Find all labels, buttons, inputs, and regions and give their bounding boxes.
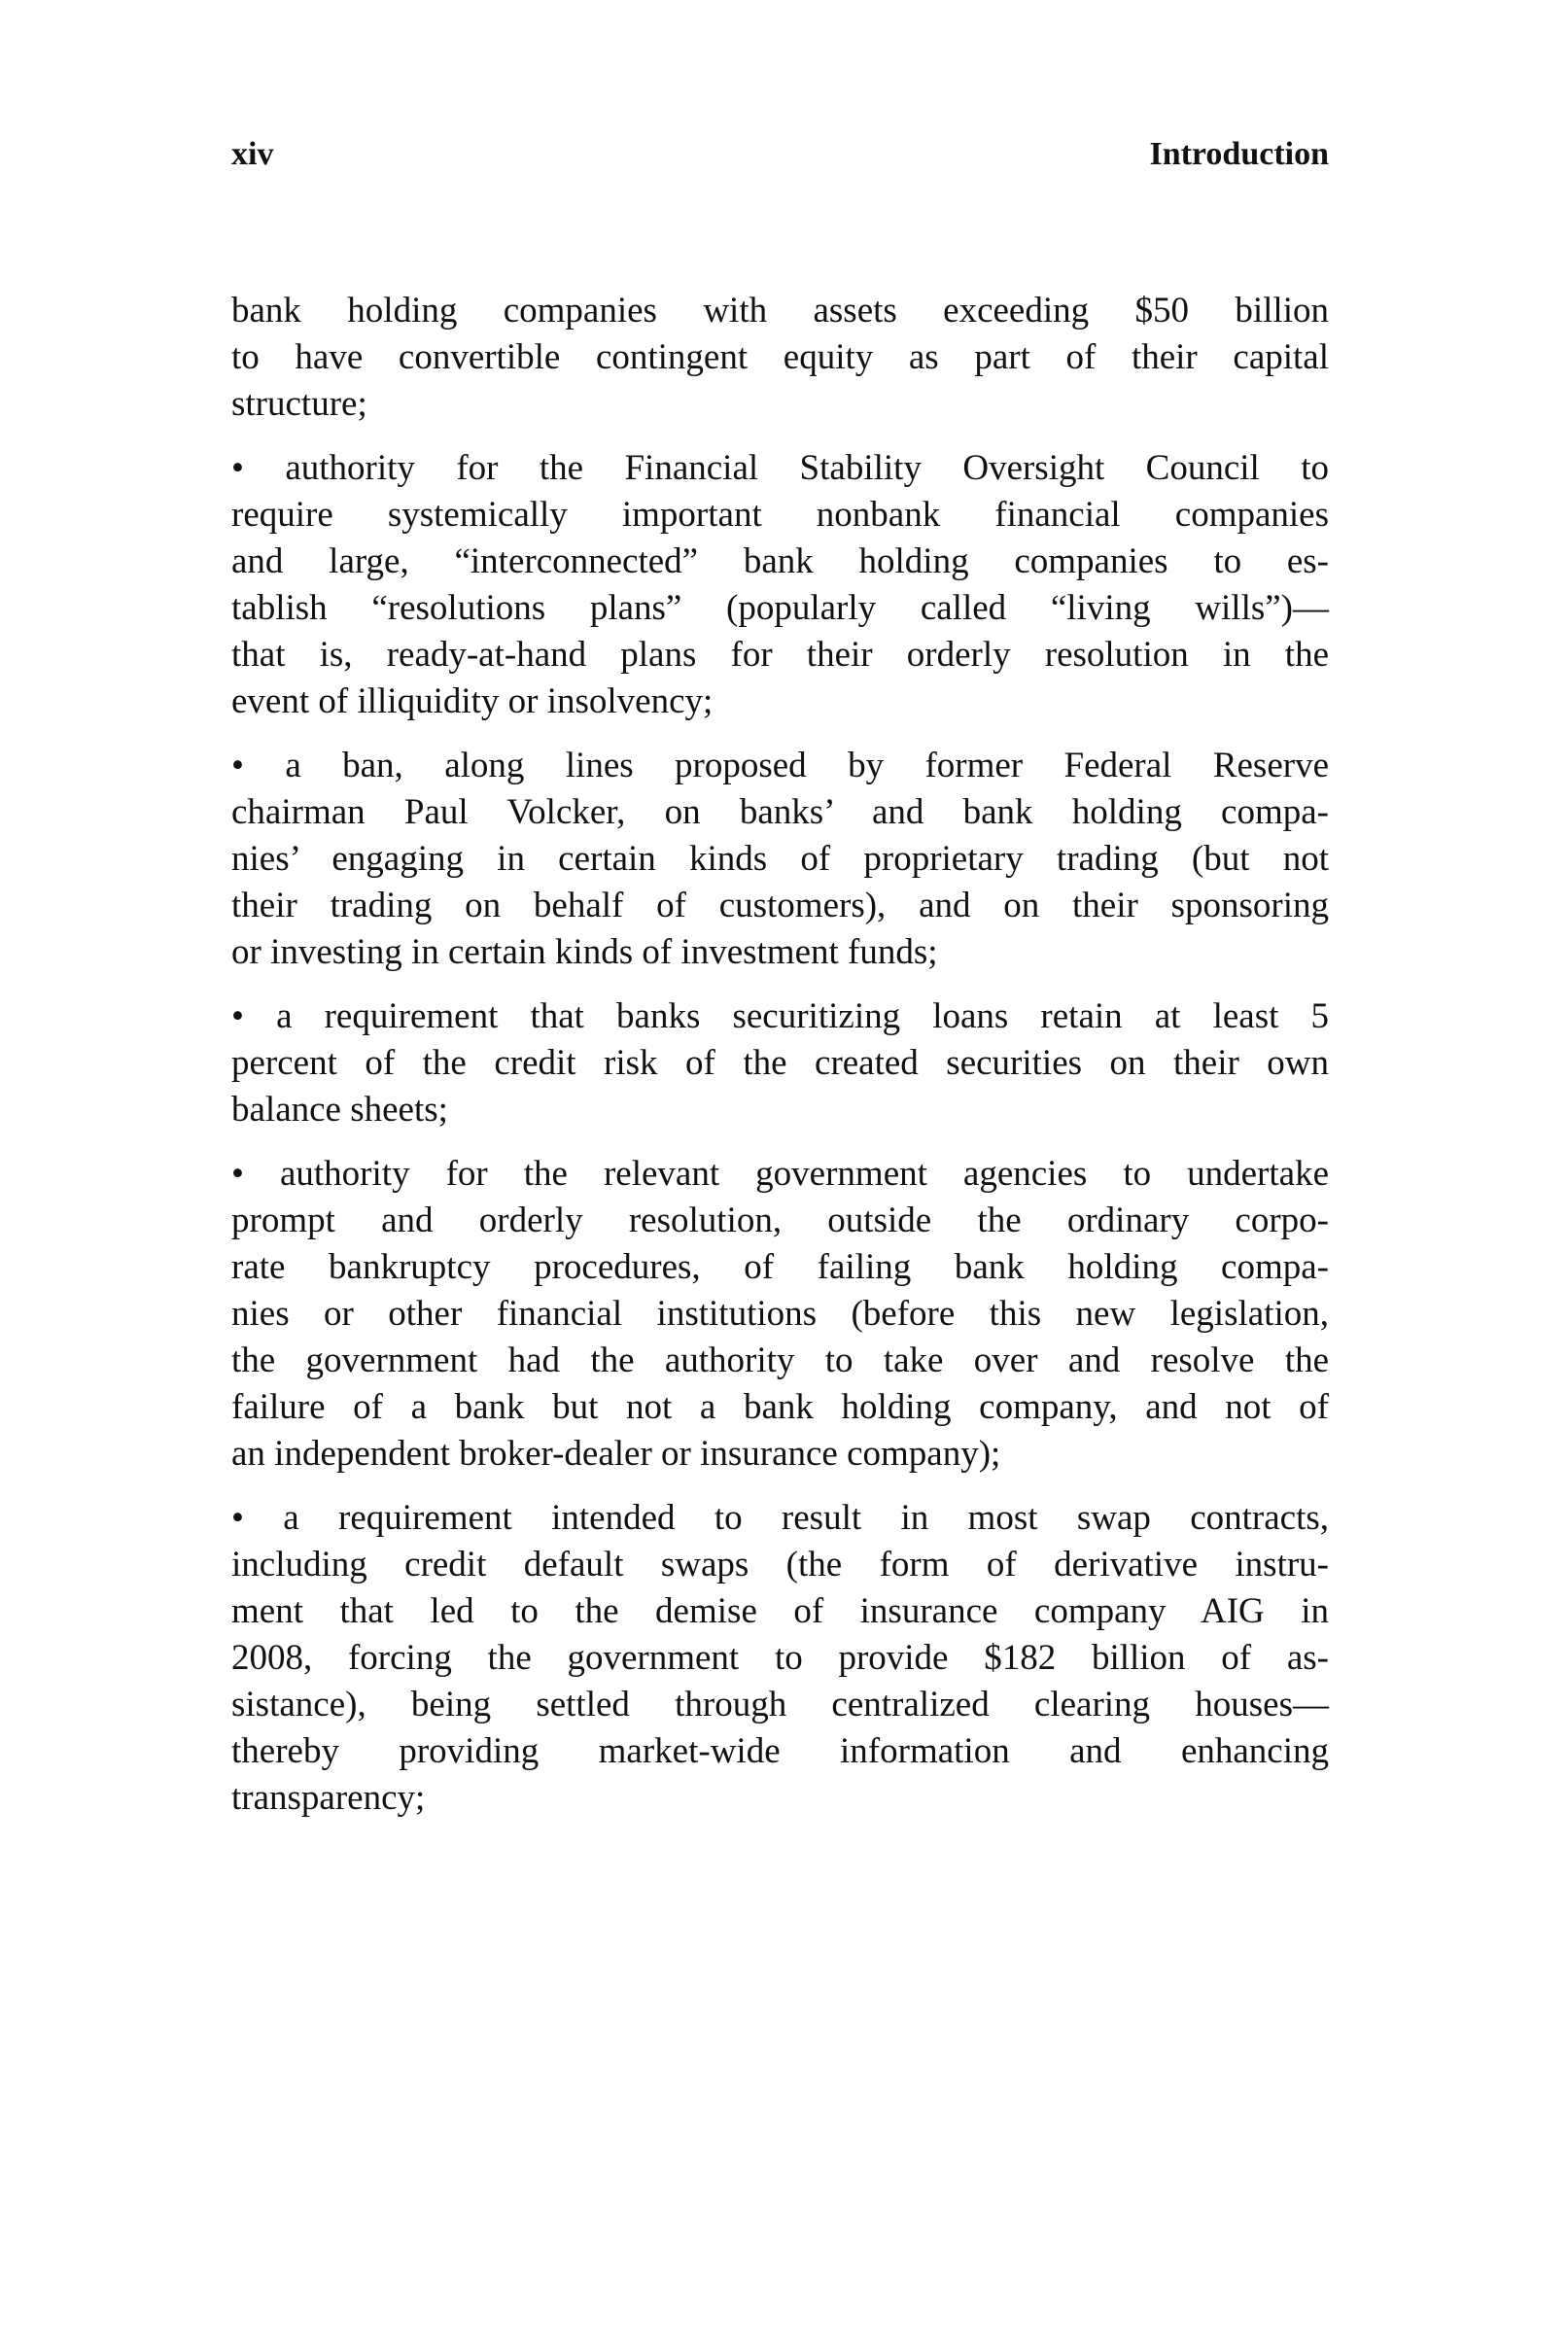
text-line: percent of the credit risk of the created securities on their own <box>231 1043 1329 1083</box>
text-line: tablish “resolutions plans” (popularly called “living wills”)— <box>231 588 1329 628</box>
text-line: ment that led to the demise of insurance company AIG in <box>231 1591 1329 1631</box>
text-line: transparency; <box>231 1778 426 1818</box>
text-line: balance sheets; <box>231 1090 448 1130</box>
text-line: nies’ engaging in certain kinds of proprietary trading (but not <box>231 839 1329 879</box>
text-line: their trading on behalf of customers), and on their sponsoring <box>231 886 1329 925</box>
text-line: failure of a bank but not a bank holding company, and not of <box>231 1387 1329 1427</box>
bullet-item <box>231 743 1329 976</box>
text-line: an independent broker-dealer or insurance company); <box>231 1434 1001 1474</box>
text-line: to have convertible contingent equity as part of their capital <box>231 337 1329 377</box>
text-line: • a requirement intended to result in most swap contracts, <box>231 1498 1329 1538</box>
running-title: Introduction <box>1149 136 1329 172</box>
text-line: thereby providing market-wide information and enhancing <box>231 1731 1329 1771</box>
text-line: • a ban, along lines proposed by former Federal Reserve <box>231 746 1329 785</box>
text-line: including credit default swaps (the form of derivative instru- <box>231 1545 1329 1584</box>
text-line: require systemically important nonbank financial companies <box>231 495 1329 535</box>
text-line: 2008, forcing the government to provide $182 billion of as- <box>231 1638 1329 1678</box>
text-line: rate bankruptcy procedures, of failing bank holding compa- <box>231 1247 1329 1287</box>
text-line: and large, “interconnected” bank holding companies to es- <box>231 541 1329 581</box>
text-line: that is, ready-at-hand plans for their orderly resolution in the <box>231 635 1329 675</box>
text-line: the government had the authority to take over and resolve the <box>231 1341 1329 1380</box>
text-line: prompt and orderly resolution, outside the ordinary corpo- <box>231 1201 1329 1240</box>
text-line: • authority for the relevant government agencies to undertake <box>231 1154 1329 1194</box>
text-line: bank holding companies with assets exceeding $50 billion <box>231 291 1329 331</box>
page-number: xiv <box>231 136 274 172</box>
body-text <box>231 288 1329 1839</box>
text-line: or investing in certain kinds of investment funds; <box>231 932 938 972</box>
text-line: nies or other financial institutions (before this new legislation, <box>231 1294 1329 1334</box>
text-line: structure; <box>231 384 367 424</box>
text-line: event of illiquidity or insolvency; <box>231 681 714 721</box>
bullet-item <box>231 445 1329 725</box>
bullet-item <box>231 993 1329 1133</box>
text-line: sistance), being settled through centralized clearing houses— <box>231 1685 1329 1724</box>
text-line: • authority for the Financial Stability Oversight Council to <box>231 448 1329 488</box>
text-line: • a requirement that banks securitizing loans retain at least 5 <box>231 996 1329 1036</box>
bullet-item <box>231 1151 1329 1478</box>
running-header <box>231 136 1329 173</box>
bullet-item <box>231 1495 1329 1822</box>
paragraph-continuation <box>231 288 1329 428</box>
text-line: chairman Paul Volcker, on banks’ and bank holding compa- <box>231 792 1329 832</box>
